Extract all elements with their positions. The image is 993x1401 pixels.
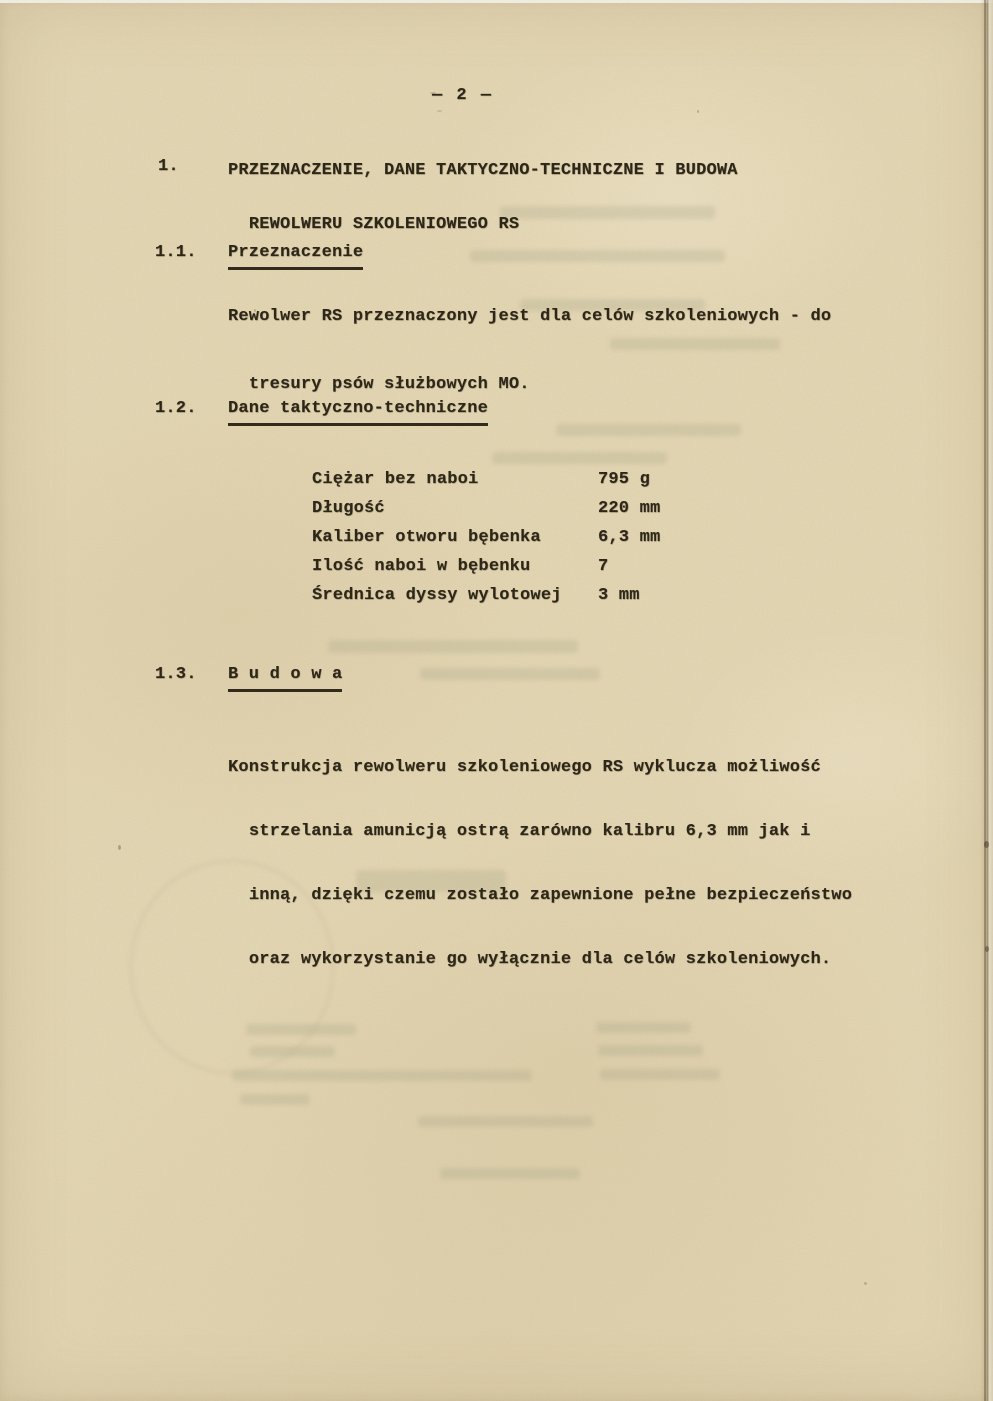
section-1-3-number: 1.3. [155,665,197,684]
spec-table [312,470,732,615]
bleed-through-smudge [246,1024,356,1035]
spec-label: Kaliber otworu bębenka [312,528,541,547]
bleed-through-smudge [492,452,667,464]
paper-right-edge-shadow [984,0,986,1401]
section-1-title [228,157,738,238]
spec-row [312,557,732,586]
section-1-3-body-line-1: Konstrukcja rewolweru szkoleniowego RS wyklucza możliwość [228,758,821,777]
spec-row [312,528,732,557]
bleed-through-smudge [240,1094,310,1105]
paper-speck [118,845,121,850]
section-1-2-heading [228,399,488,426]
spec-value: 7 [598,557,609,576]
section-1-3-heading-text: B u d o w a [228,665,342,692]
paper-speck [437,110,442,112]
section-1-1-body [228,300,831,402]
bleed-through-smudge [420,668,600,680]
bleed-through-smudge [598,1045,703,1056]
spec-label: Długość [312,499,385,518]
section-1-3-body-line-4: oraz wykorzystanie go wyłącznie dla celów szkoleniowych. [248,950,832,969]
spec-row [312,586,732,615]
section-1-1-number: 1.1. [155,243,197,262]
section-1-3-heading [228,665,342,692]
section-1-1-body-line-1: Rewolwer RS przeznaczony jest dla celów szkoleniowych - do [228,307,832,326]
section-1-2-number: 1.2. [155,399,197,418]
scan-backdrop-strip [0,0,993,3]
spec-value: 220 mm [598,499,661,518]
section-1-1-heading [228,243,363,270]
bleed-through-smudge [596,1022,691,1033]
section-1-2-heading-text: Dane taktyczno-techniczne [228,399,488,426]
paper-speck [697,110,699,113]
bleed-through-smudge [232,1070,532,1081]
bleed-through-smudge [600,1069,720,1080]
section-1-title-line-2: REWOLWERU SZKOLENIOWEGO RS [248,215,520,234]
section-1-1-heading-text: Przeznaczenie [228,243,363,270]
spec-label: Ciężar bez naboi [312,470,479,489]
section-1-3-body-line-3: inną, dzięki czemu zostało zapewnione pełne bezpieczeństwo [248,886,853,905]
section-1-number: 1. [158,157,179,176]
bleed-through-smudge [328,640,578,653]
spec-row [312,499,732,528]
section-1-title-line-1: PRZEZNACZENIE, DANE TAKTYCZNO-TECHNICZNE I BUDOWA [228,161,738,180]
spec-label: Ilość naboi w bębenku [312,557,531,576]
bleed-through-smudge [556,424,741,436]
paper-speck [864,1282,867,1285]
page-number: — 2 — [432,86,494,105]
section-1-3-body [228,752,852,976]
bleed-through-smudge [440,1168,580,1179]
bleed-through-smudge [250,1046,335,1057]
bleed-through-smudge [470,250,725,262]
bleed-through-smudge [418,1116,593,1127]
section-1-3-body-line-2: strzelania amunicją ostrą zarówno kalibru 6,3 mm jak i [248,822,811,841]
spec-value: 3 mm [598,586,640,605]
spec-value: 795 g [598,470,651,489]
spec-label: Średnica dyssy wylotowej [312,586,562,605]
paper-right-edge [980,0,993,1401]
spec-value: 6,3 mm [598,528,661,547]
spec-row [312,470,732,499]
section-1-1-body-line-2: tresury psów służbowych MO. [248,375,530,394]
